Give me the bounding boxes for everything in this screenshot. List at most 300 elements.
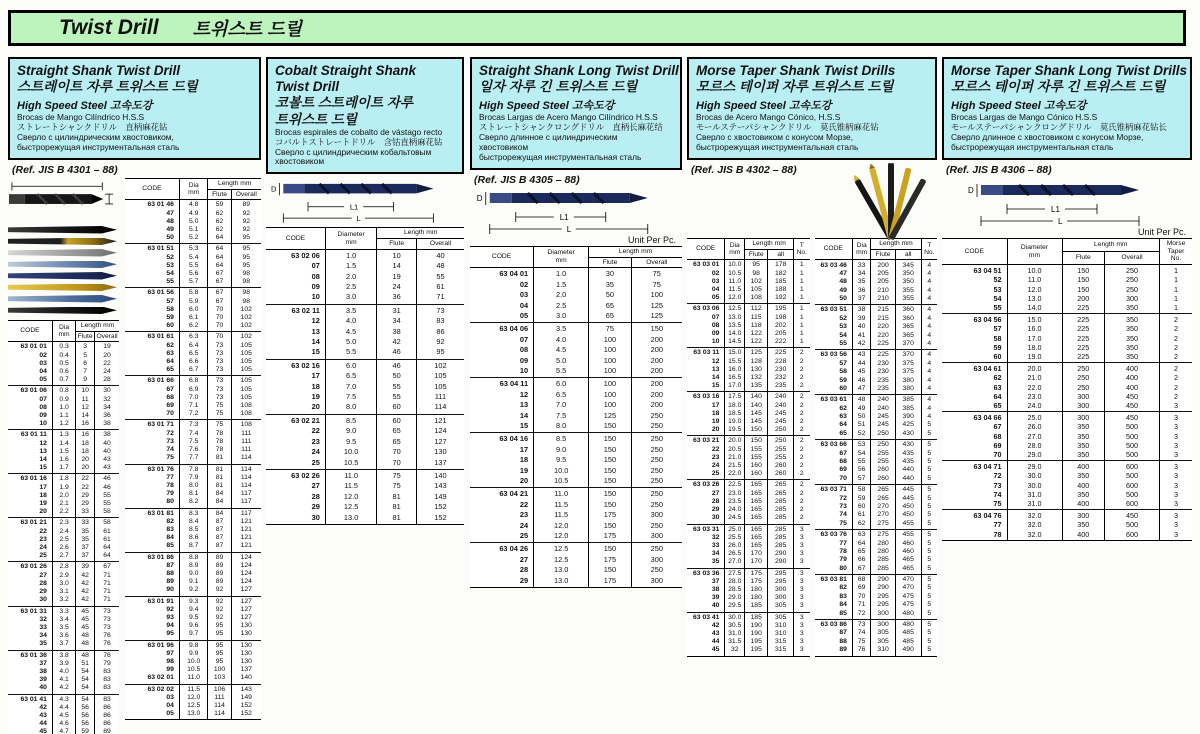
col-header-overall: Overall [231,189,261,200]
cell-value: 450 [1105,392,1160,401]
cell-value: 3.0 [325,292,376,304]
cell-code: 32 [39,615,47,623]
cell-code: 25 [711,470,720,478]
cell-value: 4.0 [325,316,376,326]
cell-value: 5 [921,440,937,450]
cell-value: 14.5 [725,338,745,348]
cell-value: 26.0 [725,542,745,550]
section-desc: быстрорежущая инструментальная сталь [479,152,642,162]
cell-value: 3 [794,622,810,630]
cell-value: 9.7 [179,630,208,640]
cell-value: 280 [871,548,896,556]
table-row [125,218,261,226]
cell-code: 48 [166,217,174,225]
table-row [266,272,464,282]
cell-value: 1 [794,338,810,348]
cell-value: 150 [589,488,631,500]
cell-value: 9.3 [179,596,208,606]
table-row [687,402,810,410]
cell-value: 79 [95,660,119,668]
table-row [942,265,1192,276]
cell-value: 350 [1105,352,1160,363]
section-header-box [470,57,682,170]
table-row [942,324,1192,333]
table-row [125,630,261,640]
cell-value: 285 [871,565,896,575]
cell-value: 38 [95,420,119,430]
cell-code: 79 [166,490,174,498]
cell-value: 48 [416,261,464,271]
cell-value: 260 [871,475,896,485]
cell-value: 305 [871,638,896,646]
cell-code: 70 [166,410,174,418]
cell-value: 150 [745,436,768,446]
cell-value: 2 [794,436,810,446]
cell-value: 150 [589,521,631,531]
cell-value: 149 [231,694,261,702]
col-header-code: CODE [815,239,853,260]
cell-value: 31.0 [725,630,745,638]
cell-code: 40 [39,684,47,692]
cell-value: 6.8 [179,376,208,386]
cell-code: 20 [519,476,529,486]
unit-label: Unit Per Pc. [627,234,676,245]
col-header-taper: T No. [921,239,937,260]
cell-value: 71 [95,580,119,588]
col-header-taper: T No. [794,239,810,260]
cell-value: 290 [768,550,794,558]
cell-value: 40 [852,323,870,331]
table-row [8,632,119,640]
table-row [8,404,119,412]
cell-value: 155 [745,454,768,462]
cell-value: 71 [95,572,119,580]
table-row [125,586,261,596]
cell-value: 450 [895,503,921,511]
cell-value: 16 [76,420,95,430]
cell-code: 98 [166,657,174,665]
cell-value: 49 [852,405,870,413]
col-header-dia: Diameter mm [325,228,376,249]
unit-label: Unit Per Pc. [1137,227,1186,237]
cell-value: 65 [589,311,631,323]
cell-value: 22.0 [725,470,745,480]
cell-code: 63 04 16 [470,433,534,445]
cell-value: 11.0 [725,278,745,286]
cell-code: 52 [993,275,1002,285]
cell-value: 30.5 [725,622,745,630]
table-row [687,436,810,446]
cell-value: 32 [725,646,745,656]
cell-value: 118 [745,322,768,330]
cell-value: 55 [416,272,464,282]
cell-value: 4.3 [52,694,75,704]
cell-value: 2 [794,374,810,382]
cell-code: 63 01 96 [125,640,179,650]
cell-value: 92 [231,226,261,234]
cell-value: 7.5 [179,438,208,446]
cell-value: 250 [631,521,682,531]
cell-value: 7.0 [325,382,376,392]
cell-value: 3.8 [52,650,75,660]
cell-value: 16.0 [1007,324,1062,333]
table-row [125,606,261,614]
cell-value: 24.0 [1007,401,1062,412]
cell-value: 465 [895,556,921,564]
cell-code: 40 [711,602,720,610]
cell-value: 87 [208,526,231,534]
section-title-korean: 코볼트 스트레이트 자루 [275,95,413,111]
jis-ref: (Ref. JIS B 4305 – 88) [474,173,580,186]
cell-value: 6.4 [179,342,208,350]
cell-code: 49 [839,286,847,294]
cell-code: 07 [39,395,47,403]
cell-value: 12.0 [534,521,589,531]
cell-value: 7.5 [325,392,376,402]
cell-code: 54 [839,331,847,339]
table-row [470,280,682,290]
col-header-code: CODE [470,246,534,267]
cell-value: 13.0 [179,710,208,720]
cell-value: 10.0 [1007,265,1062,276]
cell-value: 34 [852,270,870,278]
cell-value: 130 [231,640,261,650]
cell-value: 475 [895,601,921,609]
cell-code: 63 01 01 [8,342,52,352]
table-row [687,558,810,568]
cell-value: 240 [871,395,896,405]
section-desc: ストレートシャンクドリル 直柄麻花钻 [17,122,168,133]
section-desc: Brocas espirales de cobalto de vástago recto [275,126,443,137]
cell-code: 44 [39,720,47,728]
col-header-flute: Flute [377,239,417,250]
cell-value: 75 [589,323,631,335]
cell-code: 02 [39,351,47,359]
cell-value: 2 [794,446,810,454]
cell-value: 54 [76,684,95,694]
cell-value: 73 [852,619,870,629]
cell-code: 28 [311,491,320,501]
col-header-overall: Overall [416,239,464,250]
col-header-length: Length mm [208,179,261,190]
cell-value: 305 [871,629,896,637]
cell-code: 63 01 56 [125,288,179,298]
cell-value: 295 [871,593,896,601]
cell-value: 46 [377,347,417,359]
cell-value: 4.0 [52,668,75,676]
cell-code: 63 04 76 [942,510,1007,521]
table-row [125,270,261,278]
col-header-flute: Flute [871,249,896,260]
section-title: Morse Taper Shank Long Twist Drills [951,63,1188,78]
cell-value: 121 [231,534,261,542]
cell-value: 290 [768,558,794,568]
cell-value: 86 [95,704,119,712]
cell-code: 43 [711,629,720,637]
cell-code: 63 03 51 [815,305,853,315]
cell-value: 10.0 [725,260,745,270]
cell-value: 121 [231,518,261,526]
cell-value: 200 [631,356,682,366]
cell-value: 6.0 [179,306,208,314]
cell-value: 38 [95,430,119,440]
cell-value: 62 [208,226,231,234]
cell-value: 22.0 [1007,383,1062,392]
cell-value: 6.7 [179,366,208,376]
cell-value: 89 [95,728,119,734]
cell-value: 350 [1062,422,1105,431]
cell-value: 4 [921,305,937,315]
cell-value: 56 [76,712,95,720]
cell-value: 67 [208,270,231,278]
cell-value: 1.5 [52,448,75,456]
cell-value: 56 [852,466,870,474]
cell-code: 54 [993,293,1002,303]
table-row [125,244,261,254]
cell-code: 03 [711,277,720,285]
section-header-box [942,57,1192,160]
cell-value: 185 [768,278,794,286]
cell-value: 250 [1062,383,1105,392]
cell-code: 17 [711,401,720,409]
cell-value: 5 [921,539,937,547]
cell-value: 7.4 [179,430,208,438]
table-row [470,488,682,500]
cell-value: 42 [76,588,95,596]
cell-value: 137 [231,666,261,674]
cell-code: 12 [311,316,320,326]
cell-value: 400 [1105,383,1160,392]
cell-value: 400 [1062,530,1105,541]
cell-code: 63 [166,349,174,357]
cell-value: 73 [208,386,231,394]
cell-value: 222 [768,338,794,348]
cell-code: 97 [166,649,174,657]
cell-value: 5 [921,430,937,440]
cell-value: 175 [589,531,631,543]
cell-value: 2 [794,480,810,490]
cell-code: 79 [839,556,847,564]
col-header-overall: Overall [631,257,682,268]
cell-value: 225 [1062,303,1105,314]
cell-value: 73 [95,616,119,624]
table-row [942,471,1192,480]
cell-code: 49 [166,226,174,234]
cell-code: 75 [166,454,174,462]
table-row [815,511,938,519]
cell-value: 100 [589,356,631,366]
table-row [125,234,261,244]
table-row [942,401,1192,412]
cell-value: 13.0 [1007,294,1062,303]
cell-value: 35 [589,280,631,290]
table-row [125,386,261,394]
table-row [266,316,464,326]
cell-value: 2 [1160,383,1193,392]
cell-value: 3 [794,602,810,612]
table-row [942,285,1192,294]
cell-value: 1 [794,314,810,322]
cell-code: 05 [519,310,529,320]
cell-value: 285 [871,556,896,564]
cell-value: 21.0 [1007,373,1062,382]
cell-code: 77 [166,473,174,481]
cell-value: 9.4 [179,606,208,614]
cell-value: 65 [852,548,870,556]
cell-value: 3 [794,594,810,602]
table-row [815,548,938,556]
cell-code: 55 [993,302,1002,312]
cell-value: 275 [871,530,896,540]
cell-code: 50 [166,234,174,242]
cell-value: 250 [871,440,896,450]
cell-value: 87 [208,534,231,542]
cell-value: 200 [871,260,896,270]
table-row [942,275,1192,284]
cell-code: 63 01 36 [8,650,52,660]
cell-value: 61 [95,528,119,536]
cell-value: 70 [852,593,870,601]
cell-value: 5 [921,511,937,519]
cell-code: 59 [166,314,174,322]
cell-value: 445 [895,485,921,495]
cell-value: 445 [895,495,921,503]
cell-value: 18.0 [725,402,745,410]
cell-value: 500 [1105,490,1160,499]
table-row [125,614,261,622]
table-row [815,466,938,474]
cell-value: 5 [921,475,937,485]
cell-value: 260 [768,462,794,470]
cell-value: 225 [1062,324,1105,333]
section-title-korean: 스트레이트 자루 트위스트 드릴 [17,79,198,95]
table-row [266,481,464,491]
col-header-dia: Dia mm [852,239,870,260]
cell-value: 300 [1062,401,1105,412]
table-row [815,475,938,485]
cell-value: 18 [76,448,95,456]
cell-value: 290 [871,574,896,584]
cell-value: 232 [768,374,794,382]
cell-code: 23 [711,453,720,461]
cell-value: 2 [794,358,810,366]
cell-code: 63 01 66 [125,376,179,386]
cell-value: 12.0 [179,694,208,702]
cell-value: 3 [1160,481,1193,490]
cell-value: 67 [208,298,231,306]
table-row [266,382,464,392]
cell-value: 29 [76,492,95,500]
drill-diagram [474,188,678,234]
cell-value: 145 [745,418,768,426]
cell-code: 08 [311,271,320,281]
table-row [687,366,810,374]
cell-value: 1 [1160,303,1193,314]
cell-value: 6.5 [534,390,589,400]
cell-value: 3.1 [52,588,75,596]
cell-value: 4 [921,278,937,286]
cell-value: 295 [871,601,896,609]
cell-value: 350 [1062,441,1105,450]
table-row [8,448,119,456]
cell-value: 1 [794,304,810,314]
cell-value: 61 [852,511,870,519]
cell-value: 81 [208,464,231,474]
cell-code: 27 [39,571,47,579]
svg-text:D: D [968,186,974,195]
cell-value: 250 [631,476,682,488]
cell-value: 5 [921,574,937,584]
cell-code: 28 [711,497,720,505]
cell-code: 18 [519,455,529,465]
cell-value: 290 [871,584,896,592]
cell-code: 19 [39,500,47,508]
cell-value: 300 [768,594,794,602]
cell-code: 63 01 71 [125,420,179,430]
cell-value: 3 [1160,422,1193,431]
cell-code: 62 [166,341,174,349]
cell-code: 84 [166,534,174,542]
table-row [8,492,119,500]
table-row [470,356,682,366]
cell-value: 48 [76,632,95,640]
cell-value: 24 [377,282,417,292]
cell-code: 63 01 41 [8,694,52,704]
cell-value: 55 [95,492,119,500]
cell-value: 12.5 [179,702,208,710]
section-header-box [266,57,464,174]
cell-value: 2 [794,402,810,410]
table-row [266,304,464,316]
section-title: Morse Taper Shank Twist Drills [696,63,896,78]
cell-code: 93 [166,613,174,621]
cell-value: 8.9 [179,562,208,570]
cell-code: 42 [711,621,720,629]
cell-code: 88 [166,569,174,577]
cell-value: 29.0 [1007,450,1062,461]
cell-value: 36 [852,287,870,295]
cell-value: 23.0 [1007,392,1062,401]
cell-value: 3 [794,524,810,534]
cell-code: 37 [711,577,720,585]
cell-value: 4.9 [179,210,208,218]
table-row [125,314,261,322]
table-row [125,666,261,674]
cell-value: 1.0 [52,404,75,412]
table-row [815,610,938,620]
cell-value: 180 [745,586,768,594]
cell-code: 14 [39,456,47,464]
cell-value: 92 [231,210,261,218]
table-row [8,430,119,440]
cell-code: 35 [711,558,720,566]
cell-value: 70 [208,306,231,314]
cell-value: 72 [852,610,870,620]
cell-value: 150 [589,500,631,510]
cell-code: 53 [993,284,1002,294]
cell-code: 28 [519,565,529,575]
table-row [266,469,464,481]
cell-value: 62 [208,218,231,226]
cell-value: 255 [871,458,896,466]
table-row [125,464,261,474]
cell-value: 16 [76,430,95,440]
section-morse-taper-long [942,57,1192,541]
cell-value: 73 [95,624,119,632]
cell-value: 5 [921,646,937,656]
cell-value: 375 [895,368,921,376]
cell-value: 245 [871,413,896,421]
